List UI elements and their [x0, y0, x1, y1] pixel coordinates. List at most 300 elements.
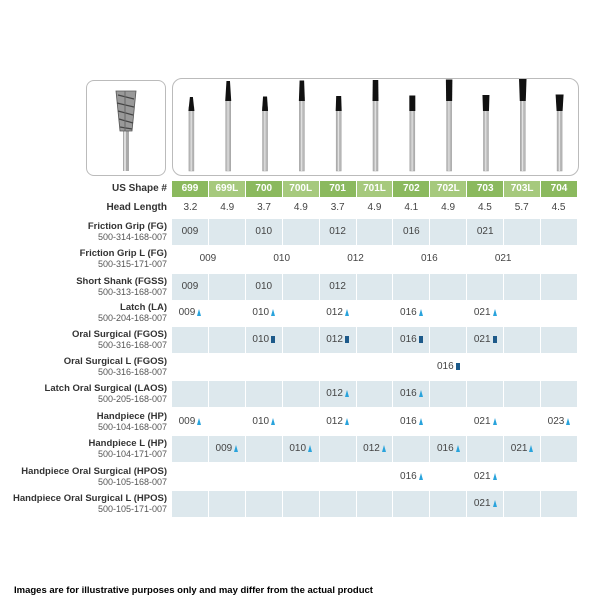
- size-cell: [357, 491, 393, 517]
- size-text: 010: [255, 226, 273, 237]
- size-cell: [393, 327, 429, 353]
- surgical-square-icon: [345, 336, 349, 343]
- size-value: [548, 409, 571, 435]
- size-cell: [541, 464, 577, 490]
- row-cells: [172, 381, 577, 407]
- us-shape-label: US Shape #: [111, 183, 167, 194]
- row-code: 500-105-171-007: [97, 504, 167, 514]
- row-title: Handpiece L (HP): [88, 438, 167, 449]
- product-row: [10, 246, 577, 272]
- size-cell: [320, 246, 364, 272]
- size-value: [326, 409, 349, 435]
- size-cell: [172, 409, 208, 435]
- size-cell: [283, 436, 319, 462]
- size-cell: [541, 274, 577, 300]
- size-text: 012: [329, 281, 346, 292]
- size-cell: [393, 354, 429, 380]
- size-text: 016: [421, 253, 438, 264]
- size-cell: [172, 491, 208, 517]
- row-label: [10, 329, 167, 350]
- size-cell: [541, 300, 577, 326]
- size-text: 009: [178, 416, 196, 427]
- size-value: [329, 219, 346, 245]
- size-text: 016: [400, 307, 417, 318]
- latch-triangle-icon: [419, 390, 423, 397]
- size-text: 012: [363, 443, 380, 454]
- head-length-value: 3.7: [330, 202, 345, 213]
- size-cell: [467, 491, 503, 517]
- row-label: [10, 356, 167, 377]
- size-cell: [283, 464, 319, 490]
- size-cell: [246, 381, 282, 407]
- row-label: [10, 411, 167, 432]
- size-cell: [393, 409, 429, 435]
- row-title: Handpiece (HP): [96, 411, 167, 422]
- size-text: 016: [436, 443, 454, 454]
- size-cell: [467, 464, 503, 490]
- size-cell: [430, 354, 466, 380]
- latch-triangle-icon: [419, 473, 423, 480]
- latch-triangle-icon: [308, 445, 312, 452]
- size-cell: [430, 491, 466, 517]
- size-text: 016: [400, 388, 417, 399]
- size-value: [326, 327, 349, 353]
- size-value: [474, 409, 497, 435]
- size-value: [400, 464, 423, 490]
- size-cell: [320, 436, 356, 462]
- size-text: 009: [181, 281, 199, 292]
- head-length-value: 4.9: [220, 202, 235, 213]
- size-cell: [504, 381, 540, 407]
- size-cell: [467, 219, 503, 245]
- size-value: [363, 436, 386, 462]
- size-cell: [320, 464, 356, 490]
- product-row: [10, 381, 577, 407]
- head-length-value: 4.5: [477, 202, 492, 213]
- us-shape-row: [172, 181, 577, 197]
- size-text: 010: [255, 281, 273, 292]
- size-cell: [283, 327, 319, 353]
- size-cell: [209, 274, 245, 300]
- row-label: [10, 221, 167, 242]
- size-cell: [320, 409, 356, 435]
- product-image: [86, 80, 166, 176]
- head-length-value: 4.9: [367, 202, 382, 213]
- size-cell: [504, 436, 540, 462]
- size-cell: [393, 219, 429, 245]
- size-cell: [283, 409, 319, 435]
- row-label: [10, 466, 167, 487]
- shape-703l: 703L: [504, 181, 540, 197]
- size-value: [289, 436, 312, 462]
- size-value: [474, 464, 497, 490]
- bur-703l-icon: [519, 79, 527, 171]
- row-cells: [172, 491, 577, 517]
- size-text: 021: [473, 498, 491, 509]
- size-cell: [246, 409, 282, 435]
- size-text: 010: [289, 443, 307, 454]
- size-value: [474, 491, 497, 517]
- row-title: Latch (LA): [120, 302, 167, 313]
- size-value: [474, 300, 497, 326]
- bur-701l-icon: [373, 80, 379, 171]
- size-text: 021: [473, 334, 491, 345]
- size-cell: [320, 274, 356, 300]
- row-title: Latch Oral Surgical (LAOS): [44, 383, 167, 394]
- size-cell: [504, 246, 540, 272]
- size-cell: [246, 219, 282, 245]
- latch-triangle-icon: [566, 418, 570, 425]
- size-cell: [467, 300, 503, 326]
- size-text: 021: [494, 253, 512, 264]
- size-cell: [467, 274, 503, 300]
- size-cell: [467, 327, 503, 353]
- size-cell: [504, 354, 540, 380]
- product-row: [10, 436, 577, 462]
- head-length-label: Head Length: [106, 202, 167, 213]
- latch-triangle-icon: [345, 390, 349, 397]
- surgical-square-icon: [493, 336, 497, 343]
- size-cell: [541, 436, 577, 462]
- size-cell: [504, 409, 540, 435]
- row-title: Friction Grip (FG): [87, 221, 167, 232]
- size-cell: [467, 381, 503, 407]
- latch-triangle-icon: [419, 418, 423, 425]
- row-cells: [172, 327, 577, 353]
- row-label: [10, 493, 167, 514]
- size-value: [400, 300, 423, 326]
- size-text: 012: [326, 416, 343, 427]
- size-cell: [393, 246, 438, 272]
- size-value: [252, 300, 275, 326]
- size-cell: [246, 436, 282, 462]
- size-text: 010: [252, 307, 270, 318]
- row-cells: [172, 354, 577, 380]
- size-cell: [209, 246, 245, 272]
- size-cell: [393, 464, 429, 490]
- size-cell: [246, 300, 282, 326]
- latch-triangle-icon: [197, 418, 201, 425]
- size-cell: [393, 274, 429, 300]
- row-code: 500-205-168-007: [97, 394, 167, 404]
- latch-triangle-icon: [234, 445, 238, 452]
- size-cell: [357, 274, 393, 300]
- shape-701: 701: [320, 181, 356, 197]
- size-cell: [172, 464, 208, 490]
- size-cell: [393, 300, 429, 326]
- size-cell: [504, 491, 540, 517]
- size-value: [437, 354, 460, 380]
- bur-704-icon: [556, 95, 564, 172]
- size-cell: [283, 300, 319, 326]
- latch-triangle-icon: [345, 309, 349, 316]
- shape-699: 699: [172, 181, 208, 197]
- product-row: [10, 464, 577, 490]
- size-cell: [467, 436, 503, 462]
- size-cell: [209, 436, 245, 462]
- size-value: [255, 219, 272, 245]
- shape-700: 700: [246, 181, 282, 197]
- shape-702l: 702L: [430, 181, 466, 197]
- size-text: 021: [510, 443, 528, 454]
- size-cell: [283, 381, 319, 407]
- row-code: 500-104-171-007: [97, 449, 167, 459]
- bur-702-icon: [409, 96, 415, 172]
- size-cell: [209, 354, 245, 380]
- size-cell: [209, 491, 245, 517]
- size-cell: [357, 246, 393, 272]
- head-length-value: 3.7: [257, 202, 271, 213]
- head-length-row: [172, 200, 577, 216]
- bur-703-icon: [482, 95, 489, 171]
- size-cell: [541, 219, 577, 245]
- size-cell: [541, 246, 577, 272]
- size-value: [400, 409, 423, 435]
- size-text: 016: [436, 361, 454, 372]
- bur-700l-icon: [299, 81, 305, 172]
- head-length-value: 3.2: [183, 202, 198, 213]
- row-cells: [172, 464, 577, 490]
- size-cell: [172, 381, 208, 407]
- product-row: [10, 300, 577, 326]
- row-label: [10, 276, 167, 297]
- size-text: 021: [473, 307, 491, 318]
- head-length-value: 4.9: [441, 202, 456, 213]
- size-cell: [357, 354, 393, 380]
- size-cell: [467, 409, 503, 435]
- size-cell: [467, 246, 512, 272]
- latch-triangle-icon: [271, 418, 275, 425]
- size-cell: [320, 354, 356, 380]
- latch-triangle-icon: [493, 473, 497, 480]
- size-cell: [541, 381, 577, 407]
- row-code: 500-316-168-007: [97, 340, 167, 350]
- row-title: Handpiece Oral Surgical (HPOS): [21, 466, 167, 477]
- head-length-value: 4.1: [404, 202, 419, 213]
- size-text: 012: [329, 226, 346, 237]
- disclaimer: Images are for illustrative purposes only and may differ from the actual product: [14, 585, 373, 596]
- size-text: 012: [326, 307, 343, 318]
- row-label: [10, 438, 167, 459]
- size-cell: [283, 246, 319, 272]
- size-cell: [504, 300, 540, 326]
- size-value: [437, 436, 460, 462]
- size-cell: [283, 219, 319, 245]
- size-value: [252, 327, 275, 353]
- size-cell: [357, 219, 393, 245]
- head-length-value: 4.9: [293, 202, 308, 213]
- head-length-value: 5.7: [514, 202, 529, 213]
- latch-triangle-icon: [529, 445, 533, 452]
- size-cell: [504, 327, 540, 353]
- size-value: [216, 436, 239, 462]
- latch-triangle-icon: [419, 309, 423, 316]
- row-code: 500-314-168-007: [97, 232, 167, 242]
- size-cell: [246, 274, 282, 300]
- row-title: Friction Grip L (FG): [79, 248, 167, 259]
- product-row: [10, 409, 577, 435]
- bur-702l-icon: [446, 80, 453, 172]
- row-cells: [172, 300, 577, 326]
- size-cell: [393, 491, 429, 517]
- size-text: 021: [473, 471, 491, 482]
- size-text: 009: [215, 443, 233, 454]
- row-title: Handpiece Oral Surgical L (HPOS): [13, 493, 167, 504]
- size-cell: [430, 436, 466, 462]
- size-text: 016: [400, 416, 417, 427]
- size-text: 012: [326, 388, 343, 399]
- bur-699-icon: [188, 97, 194, 171]
- row-title: Short Shank (FGSS): [76, 276, 167, 287]
- size-cell: [393, 381, 429, 407]
- size-cell: [357, 300, 393, 326]
- size-cell: [430, 246, 466, 272]
- latch-triangle-icon: [493, 500, 497, 507]
- size-cell: [541, 354, 577, 380]
- product-row: [10, 274, 577, 300]
- size-cell: [320, 327, 356, 353]
- latch-triangle-icon: [345, 418, 349, 425]
- bur-699l-icon: [225, 81, 231, 171]
- size-text: 021: [473, 416, 491, 427]
- surgical-square-icon: [419, 336, 423, 343]
- latch-triangle-icon: [382, 445, 386, 452]
- size-text: 009: [181, 226, 199, 237]
- size-cell: [504, 274, 540, 300]
- size-text: 012: [347, 253, 364, 264]
- size-value: [182, 219, 199, 245]
- latch-triangle-icon: [456, 445, 460, 452]
- shape-703: 703: [467, 181, 503, 197]
- row-code: 500-313-168-007: [97, 287, 167, 297]
- size-cell: [430, 300, 466, 326]
- size-cell: [246, 354, 282, 380]
- size-text: 009: [199, 253, 217, 264]
- row-label: [10, 383, 167, 404]
- size-text: 021: [476, 226, 494, 237]
- latch-triangle-icon: [493, 309, 497, 316]
- size-cell: [541, 409, 577, 435]
- size-cell: [209, 381, 245, 407]
- size-cell: [172, 354, 208, 380]
- size-cell: [357, 381, 393, 407]
- size-cell: [209, 327, 245, 353]
- size-cell: [541, 491, 577, 517]
- size-cell: [393, 436, 429, 462]
- surgical-square-icon: [271, 336, 275, 343]
- shape-701l: 701L: [357, 181, 393, 197]
- size-cell: [209, 219, 245, 245]
- size-cell: [246, 491, 282, 517]
- shape-699l: 699L: [209, 181, 245, 197]
- size-value: [403, 219, 420, 245]
- size-cell: [172, 300, 208, 326]
- size-value: [179, 409, 202, 435]
- size-text: 009: [178, 307, 196, 318]
- size-cell: [320, 300, 356, 326]
- head-length-value: 4.5: [551, 202, 566, 213]
- size-cell: [541, 327, 577, 353]
- surgical-square-icon: [456, 363, 460, 370]
- latch-triangle-icon: [271, 309, 275, 316]
- size-value: [326, 381, 349, 407]
- size-cell: [357, 327, 393, 353]
- size-text: 010: [252, 334, 270, 345]
- size-text: 016: [400, 334, 417, 345]
- size-cell: [283, 354, 319, 380]
- size-text: 016: [400, 471, 417, 482]
- size-cell: [357, 464, 393, 490]
- size-cell: [320, 491, 356, 517]
- latch-triangle-icon: [493, 418, 497, 425]
- shape-700l: 700L: [283, 181, 319, 197]
- size-cell: [172, 246, 217, 272]
- size-value: [511, 436, 534, 462]
- size-cell: [172, 219, 208, 245]
- bur-701-icon: [336, 96, 342, 171]
- size-cell: [430, 219, 466, 245]
- size-cell: [320, 381, 356, 407]
- row-cells: [172, 436, 577, 462]
- size-cell: [357, 436, 393, 462]
- size-text: 010: [273, 253, 291, 264]
- row-label: [10, 302, 167, 323]
- bur-illustrations: [172, 78, 579, 176]
- size-cell: [246, 246, 291, 272]
- row-label: [10, 248, 167, 269]
- size-cell: [320, 219, 356, 245]
- size-value: [182, 274, 199, 300]
- size-cell: [172, 274, 208, 300]
- size-cell: [504, 219, 540, 245]
- row-title: Oral Surgical L (FGOS): [63, 356, 167, 367]
- size-text: 012: [326, 334, 343, 345]
- size-cell: [430, 274, 466, 300]
- size-cell: [172, 436, 208, 462]
- size-cell: [283, 274, 319, 300]
- size-value: [400, 381, 423, 407]
- size-value: [179, 300, 202, 326]
- bur-700-icon: [262, 97, 268, 172]
- size-cell: [283, 491, 319, 517]
- size-value: [400, 327, 423, 353]
- size-value: [329, 274, 346, 300]
- size-cell: [430, 381, 466, 407]
- row-code: 500-204-168-007: [97, 313, 167, 323]
- row-cells: [172, 274, 577, 300]
- row-code: 500-104-168-007: [97, 422, 167, 432]
- size-cell: [172, 327, 208, 353]
- size-cell: [209, 409, 245, 435]
- shape-704: 704: [541, 181, 577, 197]
- size-cell: [430, 464, 466, 490]
- row-cells: [172, 409, 577, 435]
- size-cell: [209, 464, 245, 490]
- size-cell: [430, 327, 466, 353]
- size-text: 010: [252, 416, 270, 427]
- bur-closeup-icon: [87, 81, 165, 175]
- size-cell: [430, 409, 466, 435]
- row-title: Oral Surgical (FGOS): [71, 329, 167, 340]
- size-text: 016: [403, 226, 420, 237]
- size-cell: [504, 464, 540, 490]
- size-value: [326, 300, 349, 326]
- size-text: 023: [547, 416, 565, 427]
- product-row: [10, 219, 577, 245]
- size-cell: [209, 300, 245, 326]
- row-cells: [172, 246, 577, 272]
- row-code: 500-316-168-007: [97, 367, 167, 377]
